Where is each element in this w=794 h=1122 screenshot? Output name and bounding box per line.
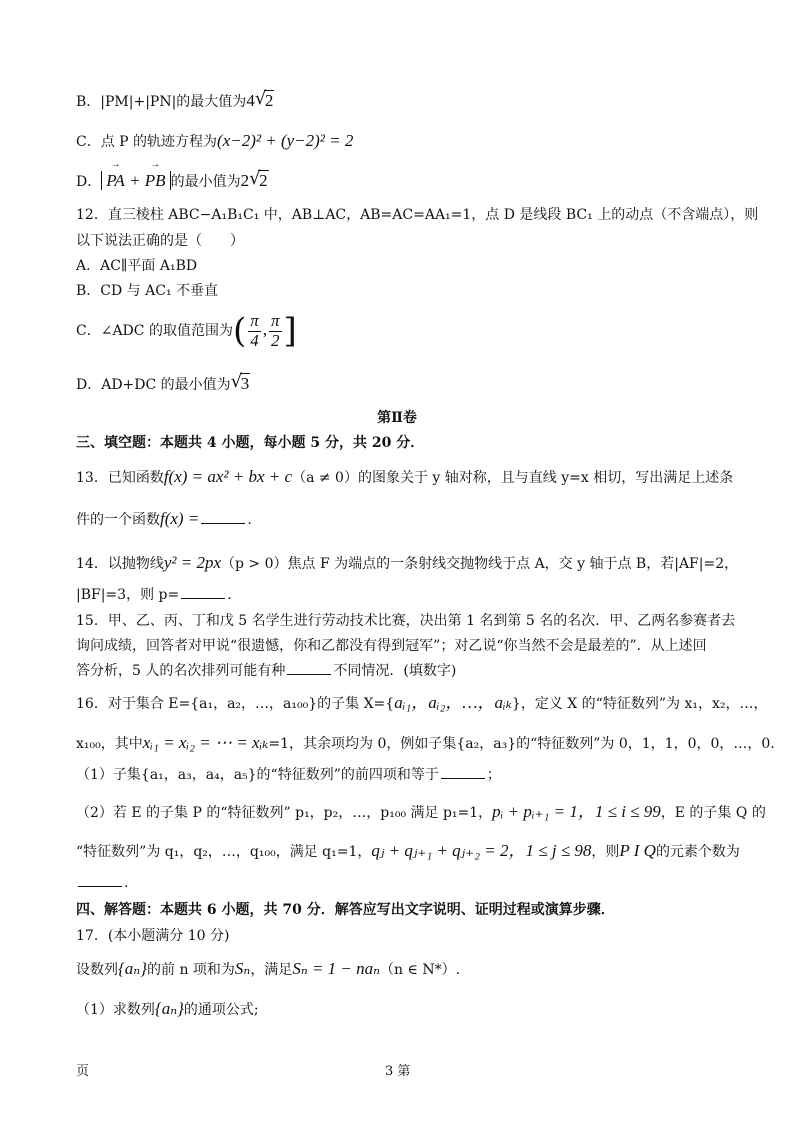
q13-function: f(x) = ax² + bx + c [163, 467, 293, 486]
sqrt-symbol: √ 2 [249, 168, 268, 190]
q12-option-c: C．∠ADC 的取值范围为( $\frac{\pi}{4}$ , $\frac{\pi}{2}$ ] [76, 311, 297, 352]
q11-option-d-radicand: 2 [259, 171, 268, 190]
q11-option-c-equation: (x−2)² + (y−2)² = 2 [217, 131, 354, 150]
answer-blank [287, 673, 331, 675]
q11-option-c-text: C．点 P 的轨迹方程为 [76, 134, 218, 150]
q11-option-d-value: 2 [240, 171, 250, 190]
q16-line2-text: x₁₀₀，其中 [76, 736, 143, 752]
q17-sequence: {aₙ} [118, 959, 147, 978]
q14-line1 [76, 554, 738, 571]
q11-option-d-text: 的最小值为 [170, 174, 241, 190]
q12-option-c-text: C．∠ADC 的取值范围为 [76, 323, 233, 340]
q13-line2-text: 件的一个函数 [76, 512, 160, 528]
q16-subset: aᵢ₁，aᵢ₂，…，aᵢₖ [394, 693, 512, 712]
q17-sub1 [76, 1000, 259, 1017]
q17-sum: Sₙ [234, 959, 251, 978]
vector-pa: → PA [106, 172, 125, 189]
q12-option-d-text: D．AD+DC 的最小值为 [76, 377, 231, 393]
q17-line1 [76, 960, 460, 977]
q16-sub2-line2-end: 的元素个数为 [655, 844, 740, 860]
q17-sub1-text: （1）求数列 [76, 1002, 155, 1018]
q13-line2 [76, 510, 252, 527]
q16-sub2-line2-equation: qⱼ + qⱼ₊₁ + qⱼ₊₂ = 2，1 ≤ j ≤ 98 [371, 841, 592, 860]
q15-line2: 询问成绩，回答者对甲说“很遗憾，你和乙都没有得到冠军”；对乙说“你当然不会是最差的”．从上述回 [76, 638, 707, 654]
q11-option-c [76, 132, 353, 149]
q16-sub2-line2-text: “特征数列”为 q₁，q₂，…，q₁₀₀，满足 q₁=1， [76, 844, 372, 860]
q11-option-b-radicand: 2 [264, 91, 274, 110]
section-2-title: 第Ⅱ卷 [377, 410, 417, 426]
q15-line1: 15．甲、乙、丙、丁和戊 5 名学生进行劳动技术比赛，决出第 1 名到第 5 名的名次．甲、乙两名参赛者去 [76, 613, 736, 629]
numerator: π [250, 311, 259, 330]
q16-sub1-suffix: ； [486, 767, 501, 783]
q13-prefix: 13．已知函数 [76, 470, 164, 486]
q16-line2-equation: xᵢ₁ = xᵢ₂ = ⋯ = xᵢₖ [142, 733, 269, 752]
q16-sub2-text: （2）若 E 的子集 P 的“特征数列” p₁，p₂，…，p₁₀₀ 满足 p₁=1， [76, 805, 493, 821]
q14-condition: （p > 0）焦点 F 为端点的一条射线交抛物线于点 A，交 y 轴于点 B，若|AF|=2， [221, 556, 739, 572]
q11-option-d [76, 168, 269, 190]
vector-pb: → PB [145, 172, 166, 189]
answer-blank [78, 885, 122, 887]
q16-line1 [76, 694, 767, 711]
q12-line1: 12．直三棱柱 ABC−A₁B₁C₁ 中，AB⊥AC，AB=AC=AA₁=1，点 D 是线段 BC₁ 上的动点（不含端点），则 [76, 207, 759, 223]
footer-page-number: 3 第 [385, 1064, 411, 1079]
q14-period: . [227, 587, 232, 603]
q16-sub2 [76, 803, 766, 820]
footer-left: 页 [76, 1064, 90, 1079]
q12-option-b: B．CD 与 AC₁ 不垂直 [76, 283, 219, 299]
q14-prefix: 14．以抛物线 [76, 556, 164, 572]
q17-equation: Sₙ = 1 − naₙ [292, 959, 381, 978]
sqrt-symbol: √ 3 [230, 371, 250, 393]
sqrt-symbol: √ 2 [254, 88, 274, 110]
q17-line1-mid: 的前 n 项和为 [147, 962, 235, 978]
section-4-title: 四、解答题：本题共 6 小题，共 70 分．解答应写出文字说明、证明过程或演算步骤． [76, 902, 615, 918]
q14-equation: y² = 2px [163, 553, 221, 572]
q16-line1-text: 16．对于集合 E={a₁，a₂，…，a₁₀₀}的子集 X={ [76, 696, 395, 712]
q16-line2 [76, 734, 775, 751]
q15-line3-text: 答分析，5 人的名次排列可能有种 [76, 663, 286, 679]
fraction-pi-2 [269, 312, 282, 350]
q12-option-d [76, 371, 250, 393]
q17-title: 17．(本小题满分 10 分) [76, 928, 230, 944]
q16-sub1-text: （1）子集{a₁，a₃，a₄，a₅}的“特征数列”的前四项和等于 [76, 767, 439, 783]
q17-domain: （n ∈ N*）. [380, 962, 461, 978]
q16-sub2-line2 [76, 842, 740, 859]
q11-option-b [76, 88, 274, 110]
q17-line1-text: 设数列 [76, 962, 118, 978]
q12-line2: 以下说法正确的是（ ） [76, 233, 244, 249]
fraction-pi-4 [248, 312, 261, 350]
q17-condition-prefix: ，满足 [250, 962, 293, 978]
q12-option-a: A．AC∥平面 A₁BD [76, 258, 198, 274]
answer-blank [201, 522, 245, 524]
q13-period: . [247, 512, 252, 528]
q16-period: . [124, 875, 129, 891]
q15-line3 [76, 664, 456, 678]
right-bracket: ] [283, 311, 297, 352]
section-3-title: 三、填空题：本题共 4 小题，每小题 5 分，共 20 分． [76, 435, 425, 451]
q13-line2-function: f(x) = [160, 509, 200, 528]
q15-line3-suffix: 不同情况．(填数字) [333, 663, 457, 679]
q11-option-b-value: 4 [246, 91, 255, 110]
q13-line1 [76, 468, 733, 485]
q16-line1-suffix: }，定义 X 的“特征数列”为 x₁，x₂，…， [511, 696, 768, 712]
q12-option-d-radicand: 3 [240, 374, 250, 393]
numerator: π [271, 311, 280, 330]
q16-sub2-suffix: ，E 的子集 Q 的 [660, 805, 766, 821]
answer-blank [441, 777, 485, 779]
q16-intersection: P I Q [619, 841, 656, 860]
answer-blank [181, 597, 225, 599]
q11-option-d-abs: → PA + → PB [101, 171, 170, 190]
q14-line2-text: |BF|=3，则 p= [76, 587, 180, 603]
q16-sub1 [76, 768, 501, 782]
denominator: 2 [271, 330, 280, 350]
q11-option-b-text: B．|PM|+|PN|的最大值为 [76, 94, 247, 110]
left-paren: ( [232, 311, 247, 352]
denominator: 4 [250, 330, 259, 350]
q16-sub2-equation: pᵢ + pᵢ₊₁ = 1，1 ≤ i ≤ 99 [492, 802, 661, 821]
q16-sub2-line2-then: ，则 [591, 844, 620, 860]
q13-condition: （a ≠ 0）的图象关于 y 轴对称，且与直线 y=x 相切，写出满足上述条 [292, 470, 734, 486]
q16-sub2-line3 [76, 876, 128, 890]
q14-line2 [76, 588, 232, 602]
q16-line2-suffix: =1，其余项均为 0，例如子集{a₂，a₃}的“特征数列”为 0，1，1，0，0，…，0. [268, 736, 775, 752]
q17-sub1-sequence: {aₙ} [154, 999, 184, 1018]
q17-sub1-suffix: 的通项公式; [183, 1002, 259, 1018]
q11-option-d-label: D． [76, 174, 102, 190]
